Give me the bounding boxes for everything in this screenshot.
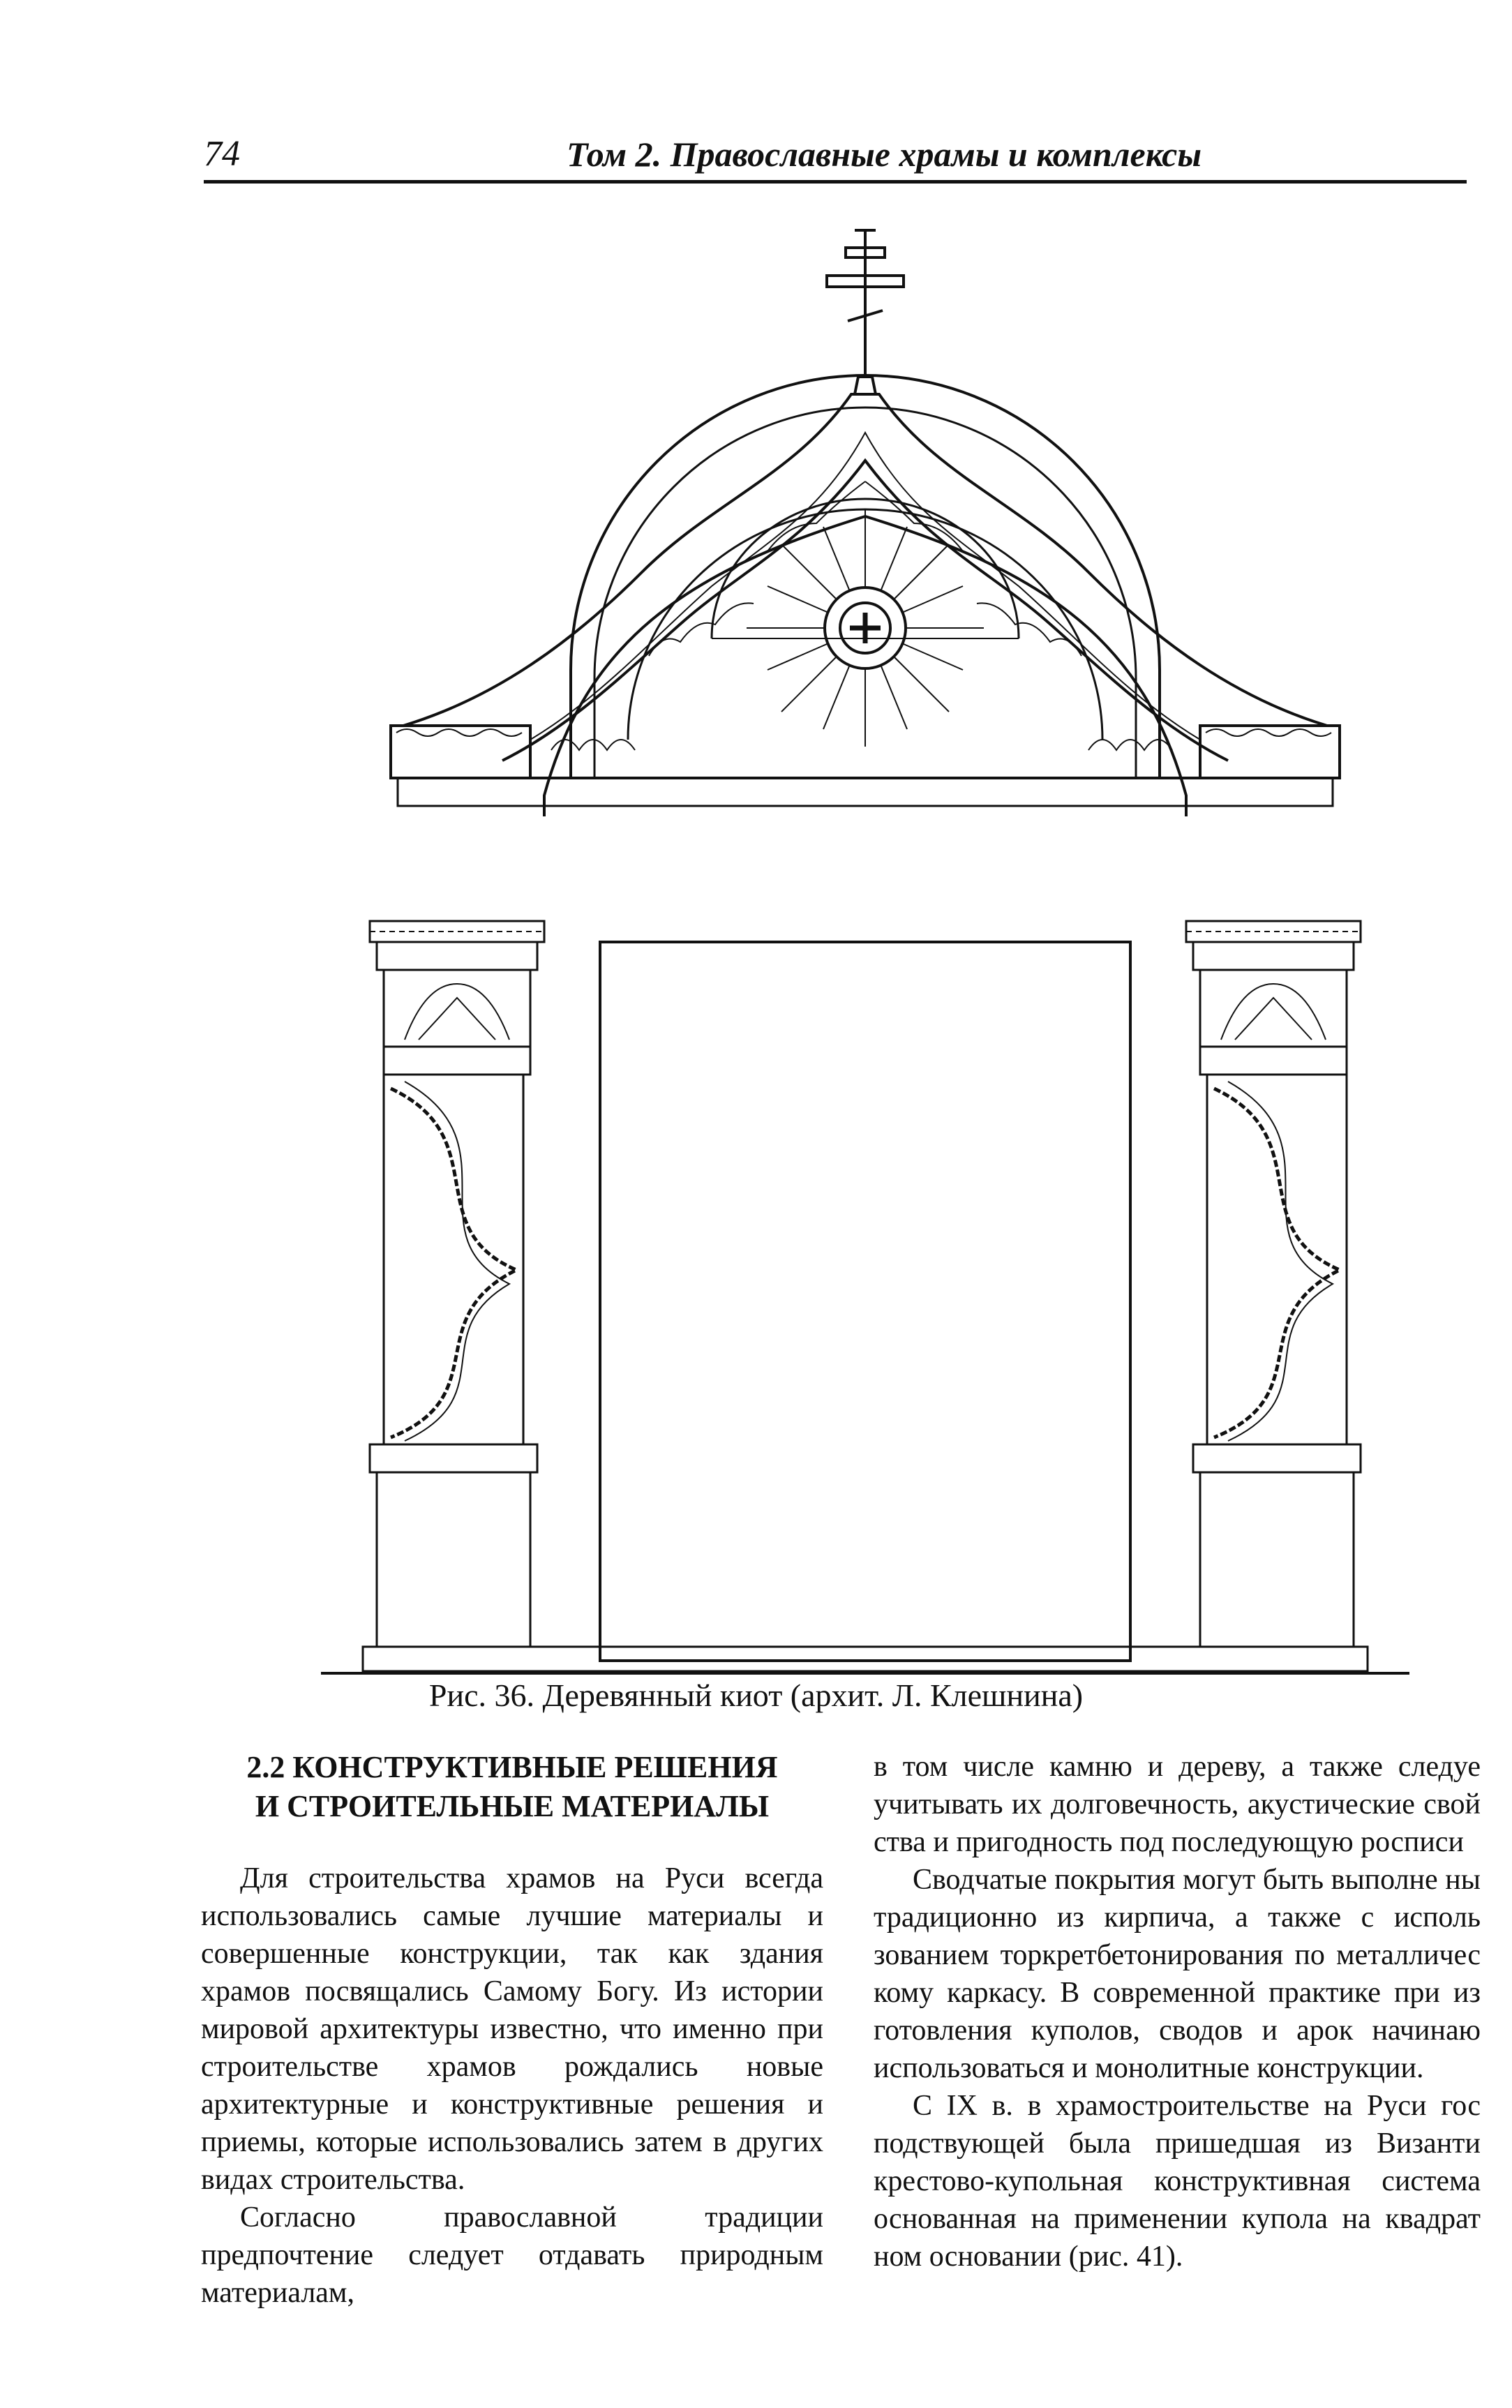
running-title: Том 2. Православные храмы и комплексы xyxy=(567,135,1202,174)
paragraph: Согласно православной традиции предпочтение следует отдавать природным материалам, xyxy=(201,2201,823,2309)
paragraph: в том числе камню и дереву, а также следуе учитывать их долговечность, акустические свой ства и пригодность под последующую росписи xyxy=(874,1751,1481,1858)
header-rule xyxy=(204,180,1467,184)
page-header xyxy=(204,130,1460,179)
cross-icon xyxy=(827,230,904,394)
paragraph: С IX в. в храмостроительстве на Руси гос подствующей была пришедшая из Византи крестово-купольная конструктивная система основанная на применении купола на квадрат ном основании (рис. 41). xyxy=(874,2090,1481,2273)
right-column xyxy=(874,1748,1481,2275)
paragraph: Сводчатые покрытия могут быть выполне ны традиционно из кирпича, а также с исполь зованием торкретбетонирования по металличес кому каркасу. В современной практике при из готовления куполов, сводов и арок начинаю использоваться и монолитные конструкции. xyxy=(874,1864,1481,2084)
paragraph: Для строительства храмов на Руси всегда использовались самые лучшие материалы и совершенные конструкции, так как здания храмов посвящались Самому Богу. Из истории мировой архитектуры известно, что именно при строительстве храмов рождались новые архитектурные и конструктивные решения и приемы, которые использовались затем в других видах строительства. xyxy=(201,1862,823,2196)
right-column-drawing xyxy=(1186,921,1361,1647)
left-column-drawing xyxy=(370,921,544,1647)
page-number: 74 xyxy=(204,134,240,174)
sunburst-icon xyxy=(747,509,984,747)
section-heading xyxy=(201,1748,823,1826)
section-heading-line-2: И СТРОИТЕЛЬНЫЕ МАТЕРИАЛЫ xyxy=(255,1789,770,1823)
section-heading-line-1: 2.2 КОНСТРУКТИВНЫЕ РЕШЕНИЯ xyxy=(246,1750,778,1784)
kiot-drawing xyxy=(321,209,1409,1675)
figure-caption: Рис. 36. Деревянный киот (архит. Л. Клешнина) xyxy=(428,1677,1084,1713)
left-column xyxy=(201,1748,823,2312)
